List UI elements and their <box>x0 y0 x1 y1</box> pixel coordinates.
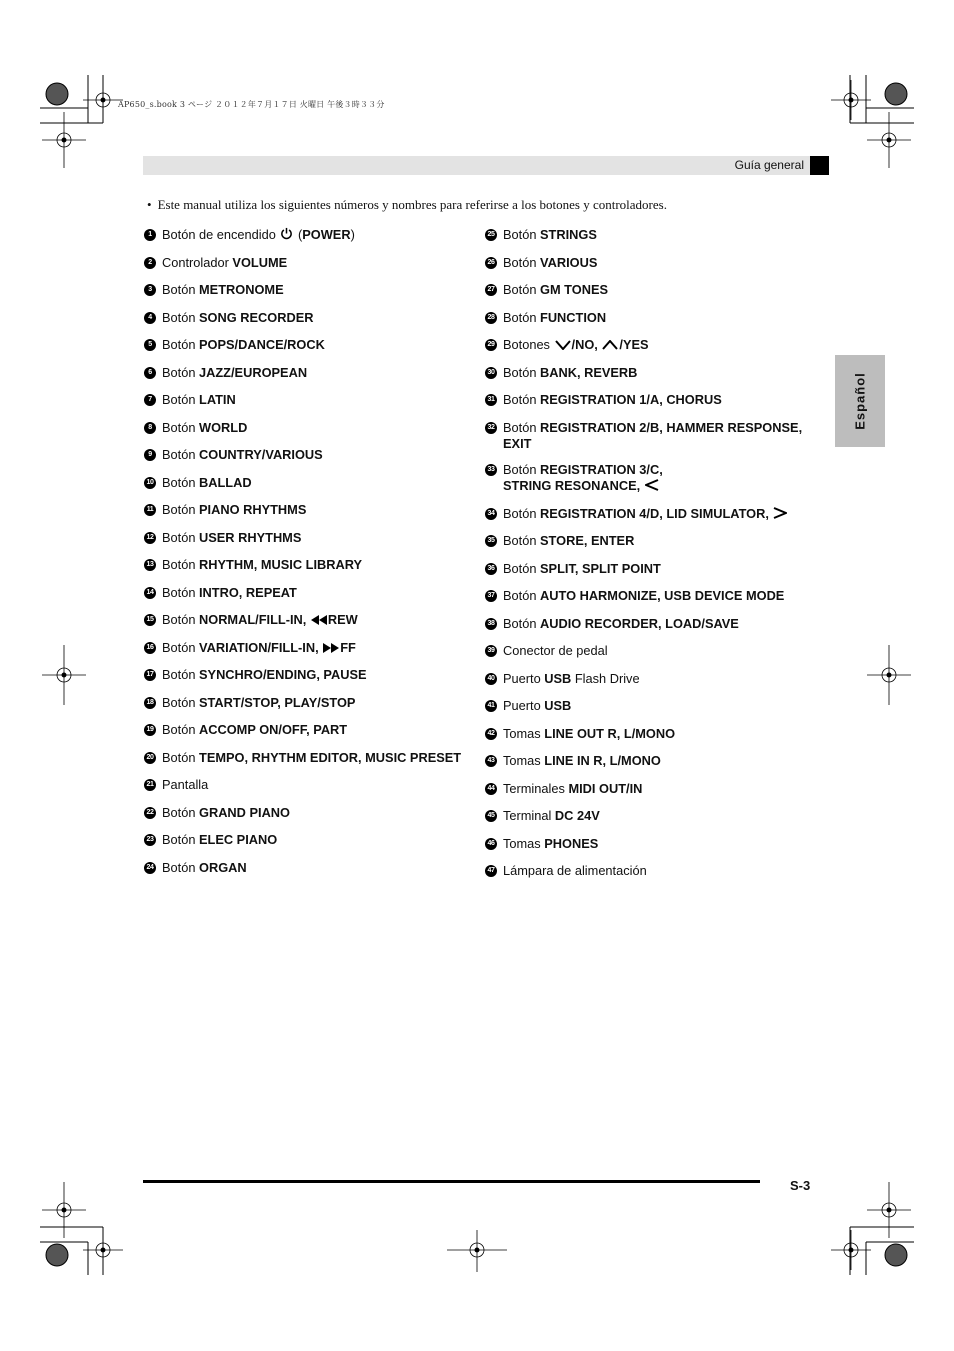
item-name: JAZZ/EUROPEAN <box>199 365 308 380</box>
item-name: FUNCTION <box>540 310 607 325</box>
power-icon <box>280 227 293 244</box>
item-name: GRAND PIANO <box>199 805 291 820</box>
item-text <box>503 671 815 687</box>
list-item <box>144 860 479 876</box>
item-text <box>503 420 815 452</box>
item-name: GM TONES <box>540 282 609 297</box>
list-item <box>485 698 815 714</box>
list-item <box>485 282 815 298</box>
item-text <box>503 282 815 298</box>
item-name-suffix: FF <box>340 640 356 655</box>
item-prefix: Botón <box>162 530 199 545</box>
list-item <box>144 612 479 629</box>
item-prefix: Puerto <box>503 671 545 686</box>
list-item <box>144 282 479 298</box>
item-prefix: Botón <box>503 616 540 631</box>
item-name: POWER <box>302 227 351 242</box>
list-item <box>144 695 479 711</box>
item-prefix: Botón <box>503 588 540 603</box>
item-prefix: Terminal <box>503 808 555 823</box>
item-number-badge: 29 <box>485 339 497 351</box>
item-prefix: Tomas <box>503 753 545 768</box>
item-name: SPLIT, SPLIT POINT <box>540 561 661 576</box>
item-prefix: Tomas <box>503 836 545 851</box>
item-name: PIANO RHYTHMS <box>199 502 307 517</box>
item-text <box>503 392 815 408</box>
item-name: INTRO, REPEAT <box>199 585 297 600</box>
list-item <box>144 722 479 738</box>
item-name: COUNTRY/VARIOUS <box>199 447 323 462</box>
item-prefix: Botón <box>503 310 540 325</box>
item-name: SYNCHRO/ENDING, PAUSE <box>199 667 367 682</box>
list-item <box>485 616 815 632</box>
item-name: STRINGS <box>540 227 597 242</box>
item-name: REGISTRATION 4/D, LID SIMULATOR, <box>540 506 773 521</box>
item-prefix: Botón <box>162 282 199 297</box>
item-prefix: Botón <box>162 860 199 875</box>
item-name: POPS/DANCE/ROCK <box>199 337 325 352</box>
item-name: METRONOME <box>199 282 284 297</box>
item-number-badge: 3 <box>144 284 156 296</box>
list-item <box>144 585 479 601</box>
intro-text: Este manual utiliza los siguientes números y nombres para referirse a los botones y controladores. <box>157 197 667 212</box>
list-item <box>485 392 815 408</box>
item-name: /NO, <box>571 337 602 352</box>
language-tab <box>835 355 885 447</box>
item-text <box>162 475 479 491</box>
item-prefix: Conector de pedal <box>503 643 608 658</box>
item-prefix: Pantalla <box>162 777 209 792</box>
list-item <box>144 227 479 244</box>
item-prefix: Botón <box>162 365 199 380</box>
item-name: REGISTRATION 3/C, <box>540 462 663 477</box>
item-text <box>503 863 815 879</box>
list-item <box>485 255 815 271</box>
item-number-badge: 33 <box>485 464 497 476</box>
list-item <box>485 753 815 769</box>
list-item <box>485 462 815 495</box>
list-item <box>144 255 479 271</box>
item-text <box>162 695 479 711</box>
list-item <box>485 781 815 797</box>
item-number-badge: 2 <box>144 257 156 269</box>
list-item <box>144 310 479 326</box>
item-name: ELEC PIANO <box>199 832 278 847</box>
item-prefix: Botón <box>162 447 199 462</box>
list-item <box>485 337 815 354</box>
item-name-suffix: Flash Drive <box>571 671 640 686</box>
item-text <box>162 310 479 326</box>
item-text <box>162 777 479 793</box>
item-name: STORE, ENTER <box>540 533 635 548</box>
item-text <box>162 805 479 821</box>
item-text <box>162 502 479 518</box>
item-text <box>162 557 479 573</box>
list-item <box>144 447 479 463</box>
item-text <box>503 616 815 632</box>
item-name: USB <box>544 698 572 713</box>
list-item <box>144 392 479 408</box>
item-text <box>162 447 479 463</box>
item-name: BANK, REVERB <box>540 365 638 380</box>
item-prefix: Botón <box>162 420 199 435</box>
item-number-badge: 35 <box>485 535 497 547</box>
item-prefix: Botón <box>503 561 540 576</box>
item-text <box>162 420 479 436</box>
item-number-badge: 12 <box>144 532 156 544</box>
item-number-badge: 16 <box>144 642 156 654</box>
chevron-down-icon <box>555 338 571 354</box>
chevron-right-icon <box>773 507 787 523</box>
item-paren-close: ) <box>350 227 355 242</box>
item-name-suffix: /YES <box>619 337 649 352</box>
list-item <box>144 337 479 353</box>
item-number-badge: 42 <box>485 728 497 740</box>
item-text <box>503 310 815 326</box>
item-number-badge: 7 <box>144 394 156 406</box>
item-name: WORLD <box>199 420 248 435</box>
rewind-icon <box>311 613 327 629</box>
item-prefix: Botón <box>162 667 199 682</box>
list-item <box>144 420 479 436</box>
item-name: LATIN <box>199 392 236 407</box>
item-name: TEMPO, RHYTHM EDITOR, MUSIC PRESET <box>199 750 462 765</box>
bullet-icon: • <box>147 197 152 212</box>
item-name: START/STOP, PLAY/STOP <box>199 695 356 710</box>
list-item <box>144 640 479 657</box>
list-item <box>144 667 479 683</box>
list-item <box>144 805 479 821</box>
item-name: VOLUME <box>232 255 288 270</box>
item-text <box>162 722 479 738</box>
item-text <box>503 753 815 769</box>
item-prefix: Botón <box>162 557 199 572</box>
item-text <box>162 860 479 876</box>
item-text <box>503 726 815 742</box>
list-item <box>485 726 815 742</box>
item-number-badge: 25 <box>485 229 497 241</box>
item-prefix: Botón <box>162 392 199 407</box>
list-item <box>485 588 815 604</box>
item-text <box>503 533 815 549</box>
item-text <box>503 227 815 243</box>
item-number-badge: 37 <box>485 590 497 602</box>
item-number-badge: 13 <box>144 559 156 571</box>
item-number-badge: 15 <box>144 614 156 626</box>
page-number: S-3 <box>790 1178 811 1193</box>
section-header <box>143 156 829 175</box>
item-name: RHYTHM, MUSIC LIBRARY <box>199 557 363 572</box>
item-text <box>503 255 815 271</box>
item-prefix: Botón <box>503 506 540 521</box>
list-item <box>485 365 815 381</box>
item-prefix: Botón <box>503 227 540 242</box>
list-item <box>144 530 479 546</box>
item-name-line2: STRING RESONANCE, <box>503 478 644 493</box>
item-prefix: Botón <box>503 392 540 407</box>
item-number-badge: 10 <box>144 477 156 489</box>
item-text <box>162 227 479 244</box>
item-number-badge: 34 <box>485 508 497 520</box>
list-item <box>144 777 479 793</box>
item-prefix: Lámpara de alimentación <box>503 863 647 878</box>
item-name: VARIOUS <box>540 255 598 270</box>
item-prefix: Botón <box>503 533 540 548</box>
item-name: LINE IN R, L/MONO <box>544 753 661 768</box>
list-item <box>144 832 479 848</box>
item-name: VARIATION/FILL-IN, <box>199 640 323 655</box>
item-number-badge: 4 <box>144 312 156 324</box>
item-prefix: Botón <box>162 832 199 847</box>
item-name: USB <box>544 671 572 686</box>
item-name: AUTO HARMONIZE, USB DEVICE MODE <box>540 588 785 603</box>
item-prefix: Botón <box>503 420 540 435</box>
item-prefix: Botón <box>162 337 199 352</box>
item-name: ORGAN <box>199 860 247 875</box>
item-prefix: Botón <box>162 310 199 325</box>
item-number-badge: 20 <box>144 752 156 764</box>
item-number-badge: 22 <box>144 807 156 819</box>
item-text <box>503 506 815 523</box>
item-name: NORMAL/FILL-IN, <box>199 612 310 627</box>
item-text <box>162 530 479 546</box>
item-number-badge: 38 <box>485 618 497 630</box>
item-text <box>162 612 479 629</box>
item-number-badge: 21 <box>144 779 156 791</box>
item-number-badge: 43 <box>485 755 497 767</box>
item-text <box>503 462 815 495</box>
item-number-badge: 32 <box>485 422 497 434</box>
item-name-suffix: REW <box>327 612 358 627</box>
item-name: MIDI OUT/IN <box>568 781 643 796</box>
item-prefix: Botón <box>162 585 199 600</box>
item-text <box>162 585 479 601</box>
list-item <box>485 863 815 879</box>
item-prefix: Puerto <box>503 698 545 713</box>
chevron-up-icon <box>602 338 618 354</box>
item-number-badge: 9 <box>144 449 156 461</box>
item-prefix: Botones <box>503 337 554 352</box>
item-number-badge: 14 <box>144 587 156 599</box>
list-item <box>485 310 815 326</box>
list-item <box>485 836 815 852</box>
book-info: AP650_s.book 3 ページ ２０１２年７月１７日 火曜日 午後３時３３分 <box>118 100 385 109</box>
item-prefix: Terminales <box>503 781 569 796</box>
item-number-badge: 17 <box>144 669 156 681</box>
list-item <box>144 557 479 573</box>
item-prefix: Botón <box>503 365 540 380</box>
item-number-badge: 24 <box>144 862 156 874</box>
item-name: PHONES <box>544 836 599 851</box>
language-tab-label: Español <box>852 372 868 430</box>
item-text <box>162 392 479 408</box>
item-text <box>162 365 479 381</box>
item-number-badge: 6 <box>144 367 156 379</box>
list-item <box>485 643 815 659</box>
item-name: LINE OUT R, L/MONO <box>544 726 676 741</box>
item-text <box>503 365 815 381</box>
item-prefix: Botón <box>162 805 199 820</box>
item-number-badge: 27 <box>485 284 497 296</box>
item-prefix: Botón <box>162 640 199 655</box>
item-text <box>162 832 479 848</box>
list-item <box>144 365 479 381</box>
item-text <box>162 667 479 683</box>
item-number-badge: 18 <box>144 697 156 709</box>
list-item <box>485 671 815 687</box>
item-name: REGISTRATION 2/B, HAMMER RESPONSE, EXIT <box>503 420 803 451</box>
item-name: DC 24V <box>554 808 600 823</box>
item-text <box>162 255 479 271</box>
item-prefix: Botón <box>162 695 199 710</box>
item-prefix: Botón <box>503 255 540 270</box>
list-item <box>485 561 815 577</box>
item-text <box>503 836 815 852</box>
item-number-badge: 19 <box>144 724 156 736</box>
item-name: USER RHYTHMS <box>199 530 302 545</box>
item-prefix: Botón <box>162 612 199 627</box>
item-number-badge: 23 <box>144 834 156 846</box>
item-name: BALLAD <box>199 475 252 490</box>
item-number-badge: 47 <box>485 865 497 877</box>
item-text <box>503 561 815 577</box>
fast-forward-icon <box>323 641 339 657</box>
list-item <box>485 533 815 549</box>
item-prefix: Botón <box>162 475 199 490</box>
header-square-marker <box>810 156 829 175</box>
item-number-badge: 41 <box>485 700 497 712</box>
item-text <box>503 643 815 659</box>
section-title: Guía general <box>734 158 804 172</box>
item-prefix: Botón <box>162 722 199 737</box>
item-prefix: Controlador <box>162 255 233 270</box>
footer-rule <box>143 1180 760 1183</box>
item-number-badge: 8 <box>144 422 156 434</box>
item-prefix: Botón <box>503 282 540 297</box>
item-number-badge: 31 <box>485 394 497 406</box>
item-name: SONG RECORDER <box>199 310 314 325</box>
item-name: AUDIO RECORDER, LOAD/SAVE <box>540 616 739 631</box>
item-text <box>162 640 479 657</box>
list-item <box>144 750 479 766</box>
item-number-badge: 45 <box>485 810 497 822</box>
item-number-badge: 30 <box>485 367 497 379</box>
item-number-badge: 28 <box>485 312 497 324</box>
item-text <box>503 698 815 714</box>
list-item <box>144 502 479 518</box>
item-name: ACCOMP ON/OFF, PART <box>199 722 348 737</box>
item-number-badge: 46 <box>485 838 497 850</box>
list-item <box>485 227 815 243</box>
item-text <box>162 337 479 353</box>
item-prefix: Tomas <box>503 726 545 741</box>
item-text <box>503 588 815 604</box>
item-text <box>503 781 815 797</box>
item-text <box>503 808 815 824</box>
item-text <box>162 282 479 298</box>
chevron-left-icon <box>645 479 659 495</box>
item-number-badge: 1 <box>144 229 156 241</box>
list-item <box>485 808 815 824</box>
item-prefix: Botón <box>162 502 199 517</box>
item-prefix: Botón de encendido <box>162 227 280 242</box>
list-item <box>485 506 815 523</box>
item-number-badge: 5 <box>144 339 156 351</box>
item-number-badge: 40 <box>485 673 497 685</box>
item-text <box>162 750 479 766</box>
intro-paragraph <box>147 197 667 213</box>
item-prefix: Botón <box>162 750 199 765</box>
item-number-badge: 39 <box>485 645 497 657</box>
item-number-badge: 11 <box>144 504 156 516</box>
item-number-badge: 26 <box>485 257 497 269</box>
item-number-badge: 36 <box>485 563 497 575</box>
item-paren-open: ( <box>294 227 303 242</box>
item-number-badge: 44 <box>485 783 497 795</box>
list-item <box>485 420 815 452</box>
item-name: REGISTRATION 1/A, CHORUS <box>540 392 722 407</box>
item-text <box>503 337 815 354</box>
list-item <box>144 475 479 491</box>
item-prefix: Botón <box>503 462 540 477</box>
